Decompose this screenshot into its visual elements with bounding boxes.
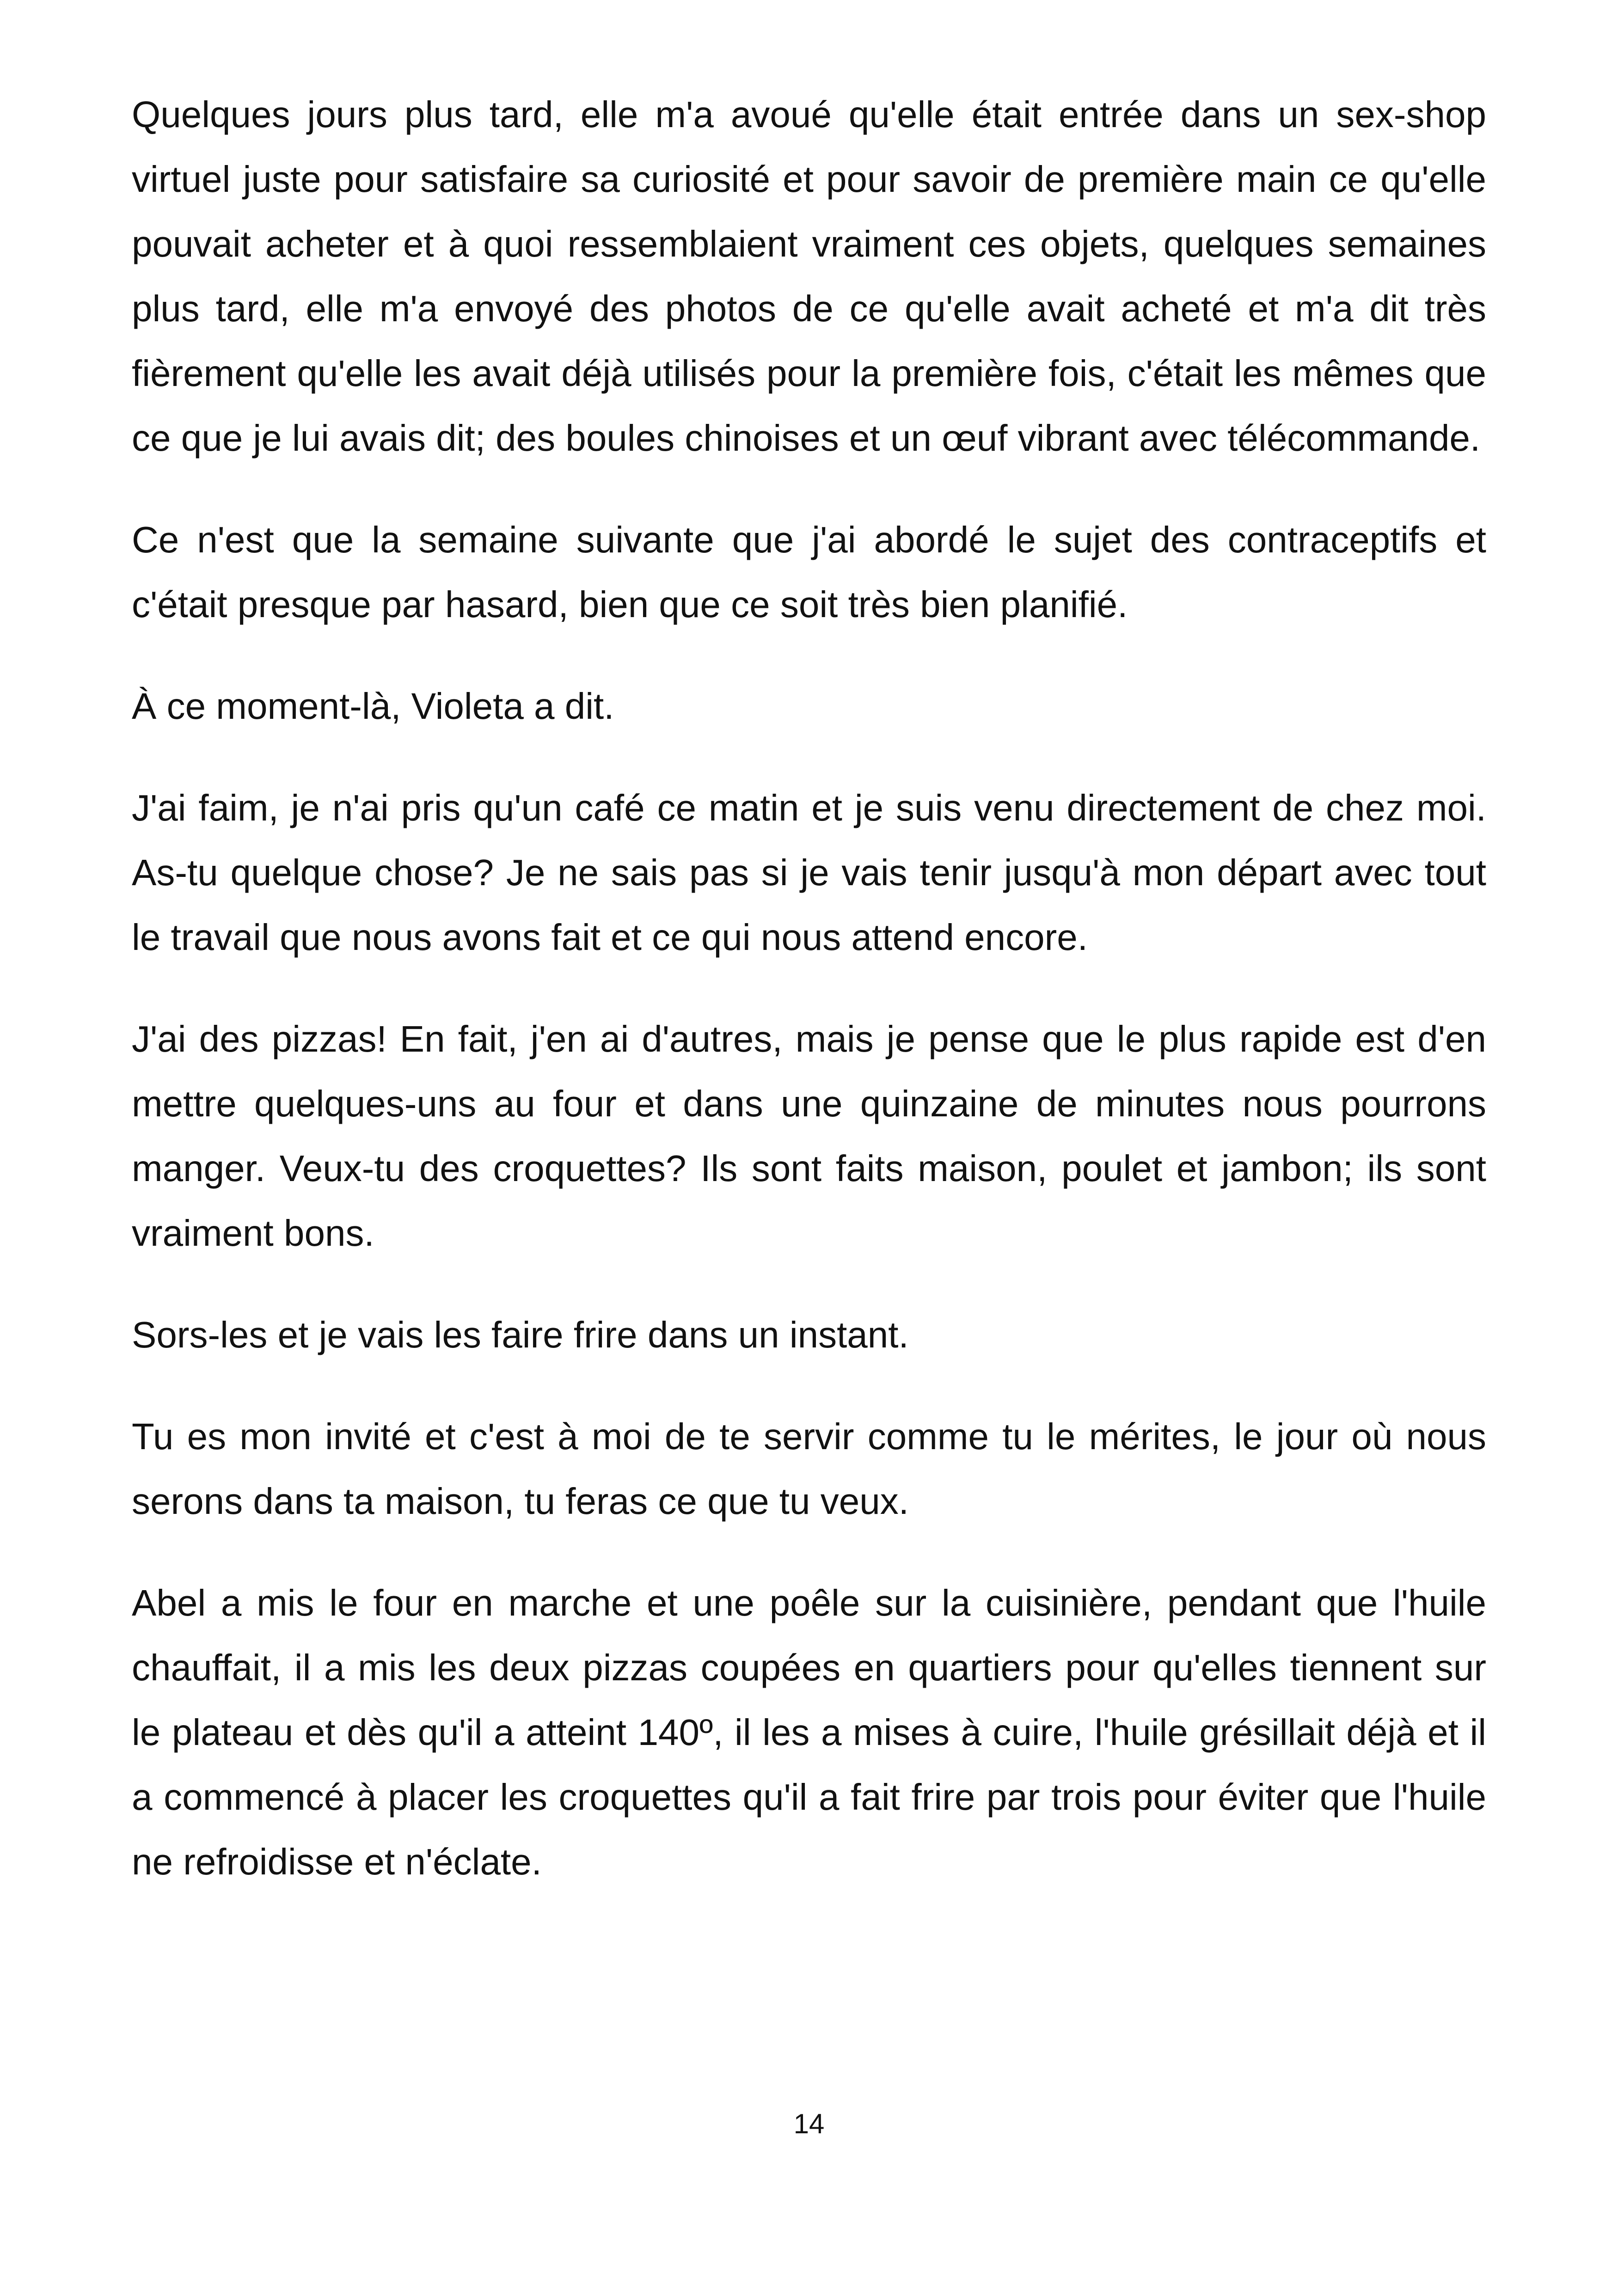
paragraph: Abel a mis le four en marche et une poêle sur la cuisinière, pendant que l'huile chauffait, il a mis les deux pizzas coupées en quartiers pour qu'elles tiennent sur le plateau et dès qu'il a atteint 140º, il les a mises à cuire, l'huile grésillait déjà et il a commencé à placer les croquettes qu'il a fait frire par trois pour éviter que l'huile ne refroidisse et n'éclate. [132, 1582, 1486, 1882]
paragraph: À ce moment-là, Violeta a dit. [132, 686, 614, 727]
paragraph: Ce n'est que la semaine suivante que j'ai abordé le sujet des contraceptifs et c'était presque par hasard, bien que ce soit très bien planifié. [132, 519, 1486, 625]
paragraph: Quelques jours plus tard, elle m'a avoué qu'elle était entrée dans un sex-shop virtuel juste pour satisfaire sa curiosité et pour savoir de première main ce qu'elle pouvait acheter et à quoi ressemblaient vraiment ces objets, quelques semaines plus tard, elle m'a envoyé des photos de ce qu'elle avait acheté et m'a dit très fièrement qu'elle les avait déjà utilisés pour la première fois, c'était les mêmes que ce que je lui avais dit; des boules chinoises et un œuf vibrant avec télécommande. [132, 94, 1486, 459]
paragraph: Tu es mon invité et c'est à moi de te servir comme tu le mérites, le jour où nous serons dans ta maison, tu feras ce que tu veux. [132, 1416, 1486, 1522]
paragraph: Sors-les et je vais les faire frire dans un instant. [132, 1314, 909, 1355]
paragraph: J'ai des pizzas! En fait, j'en ai d'autres, mais je pense que le plus rapide est d'en mettre quelques-uns au four et dans une quinzaine de minutes nous pourrons manger. Veux-tu des croquettes? Ils sont faits maison, poulet et jambon; ils sont vraiment bons. [132, 1018, 1486, 1254]
page-number: 14 [793, 2108, 825, 2139]
paragraph: J'ai faim, je n'ai pris qu'un café ce matin et je suis venu directement de chez moi. As-tu quelque chose? Je ne sais pas si je vais tenir jusqu'à mon départ avec tout le travail que nous avons fait et ce qui nous attend encore. [132, 787, 1486, 958]
body-text [132, 82, 1486, 1931]
